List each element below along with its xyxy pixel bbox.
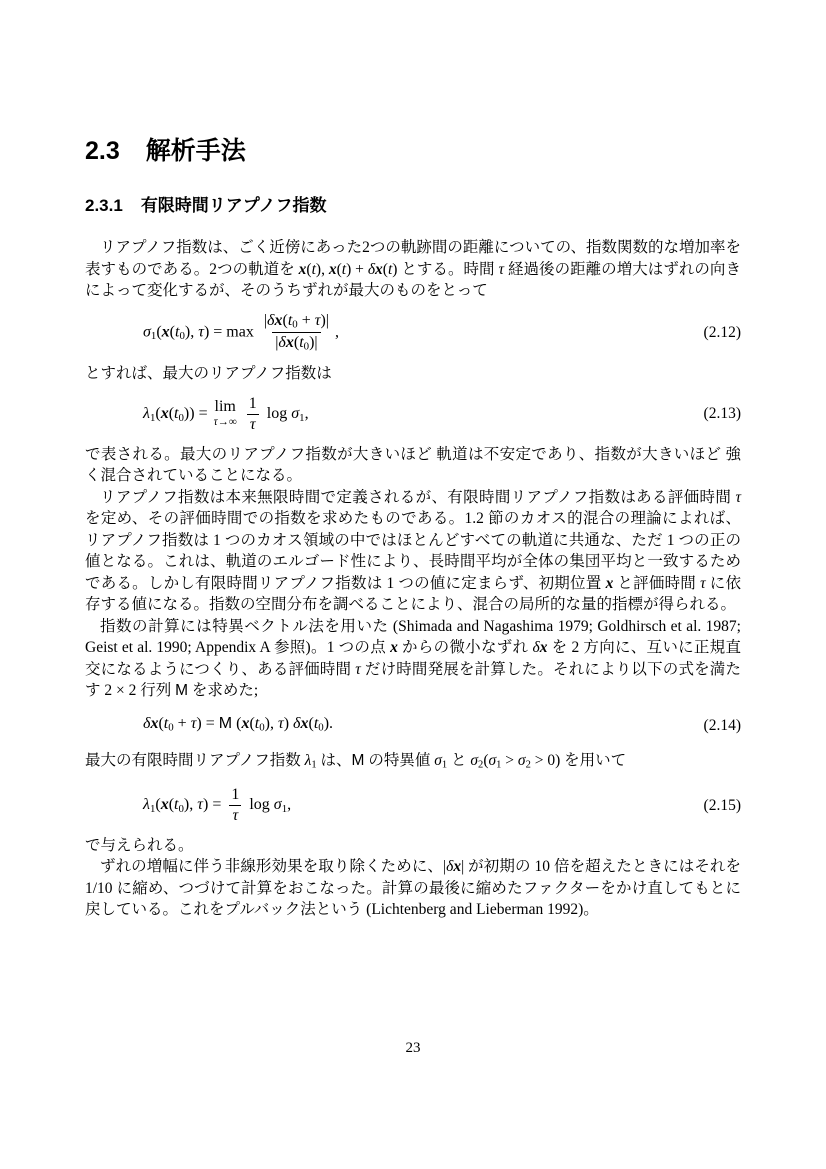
equation-2-14-number: (2.14) [703, 716, 741, 734]
paragraph-finite-time: リアプノフ指数は本来無限時間で定義されるが、有限時間リアプノフ指数はある評価時間 τ を定め、その評価時間での指数を求めたものである。1.2 節のカオス的混合の理論によれば、リアプノフ指数は 1 つのカオス領域の中ではほとんどすべての軌道に共通な、ただ 1 つの正の値となる。これは、軌道のエルゴード性により、長時間平均が全体の集団平均と一致するためである。しかし有限時間リアプノフ指数は 1 つの値に定まらず、初期位置 x と評価時間 τ に依存する値になる。指数の空間分布を調べることにより、混合の局所的な量的指標が得られる。 [85, 488, 741, 614]
paragraph-singular-values: 最大の有限時間リアプノフ指数 λ1 は、M の特異値 σ1 と σ2(σ1 > σ2 > 0) を用いて [85, 751, 627, 771]
equation-2-14 [85, 711, 741, 741]
equation-2-13 [85, 394, 741, 435]
equation-2-14-formula: δx(t0 + τ) = M (x(t0), τ) δx(t0). [143, 714, 334, 734]
equation-2-12 [85, 311, 741, 355]
equation-2-13-formula: λ1(x(t0)) = lim τ→∞ $\frac{1}{\tau}$ log σ1, [143, 394, 309, 433]
equation-2-13-number: (2.13) [703, 405, 741, 423]
section-number: 2.3 [85, 137, 120, 165]
equation-2-15-formula: λ1(x(t0), τ) = $\frac{1}{\tau}$ log σ1, [143, 785, 292, 824]
paragraph-pullback: ずれの増幅に伴う非線形効果を取り除くために、|δx| が初期の 10 倍を超えたときにはそれを 1/10 に縮め、つづけて計算をおこなった。計算の最後に縮めたファクターをかけ直してもとに戻している。これをプルバック法という (Lichtenberg and Lieberman 1992)。 [85, 858, 741, 919]
section-heading [85, 137, 741, 165]
equation-2-15 [85, 785, 741, 826]
subsection-heading [85, 196, 741, 216]
equation-2-15-number: (2.15) [703, 796, 741, 814]
section-title: 解析手法 [145, 137, 246, 165]
paragraph-de-ataerareru: で与えられる。 [85, 836, 194, 854]
paragraph-de-arawasareru: で表される。最大のリアプノフ指数が大きいほど 軌道は不安定であり、指数が大きいほど 強く混合されていることになる。 [85, 445, 741, 485]
subsection-title: 有限時間リアプノフ指数 [140, 196, 327, 215]
equation-2-12-number: (2.12) [703, 323, 741, 341]
subsection-number: 2.3.1 [85, 196, 123, 215]
paragraph-tosureba: とすれば、最大のリアプノフ指数は [85, 365, 332, 383]
page-number: 23 [405, 1040, 421, 1056]
equation-2-12-formula: σ1(x(t0), τ) = max $\frac{|\delta x(t0 + \tau)|}{|\delta x(t0)|}$ , [143, 311, 339, 353]
paragraph-intro: リアプノフ指数は、ごく近傍にあった2つの軌跡間の距離についての、指数関数的な増加率を表すものである。2つの軌道を x(t), x(t) + δx(t) とする。時間 τ 経過後の距離の増大はずれの向きによって変化するが、そのうちずれが最大のものをとって [85, 239, 741, 299]
paragraph-singular-vector: 指数の計算には特異ベクトル法を用いた (Shimada and Nagashima 1979; Goldhirsch et al. 1987; Geist et al. 1990; Appendix A 参照)。1 つの点 x からの微小なずれ δx を 2 方向に、互いに正規直交になるようにつくり、ある評価時間 τ だけ時間発展を計算した。それにより以下の式を満たす 2 × 2 行列 M を求めた; [85, 617, 741, 700]
